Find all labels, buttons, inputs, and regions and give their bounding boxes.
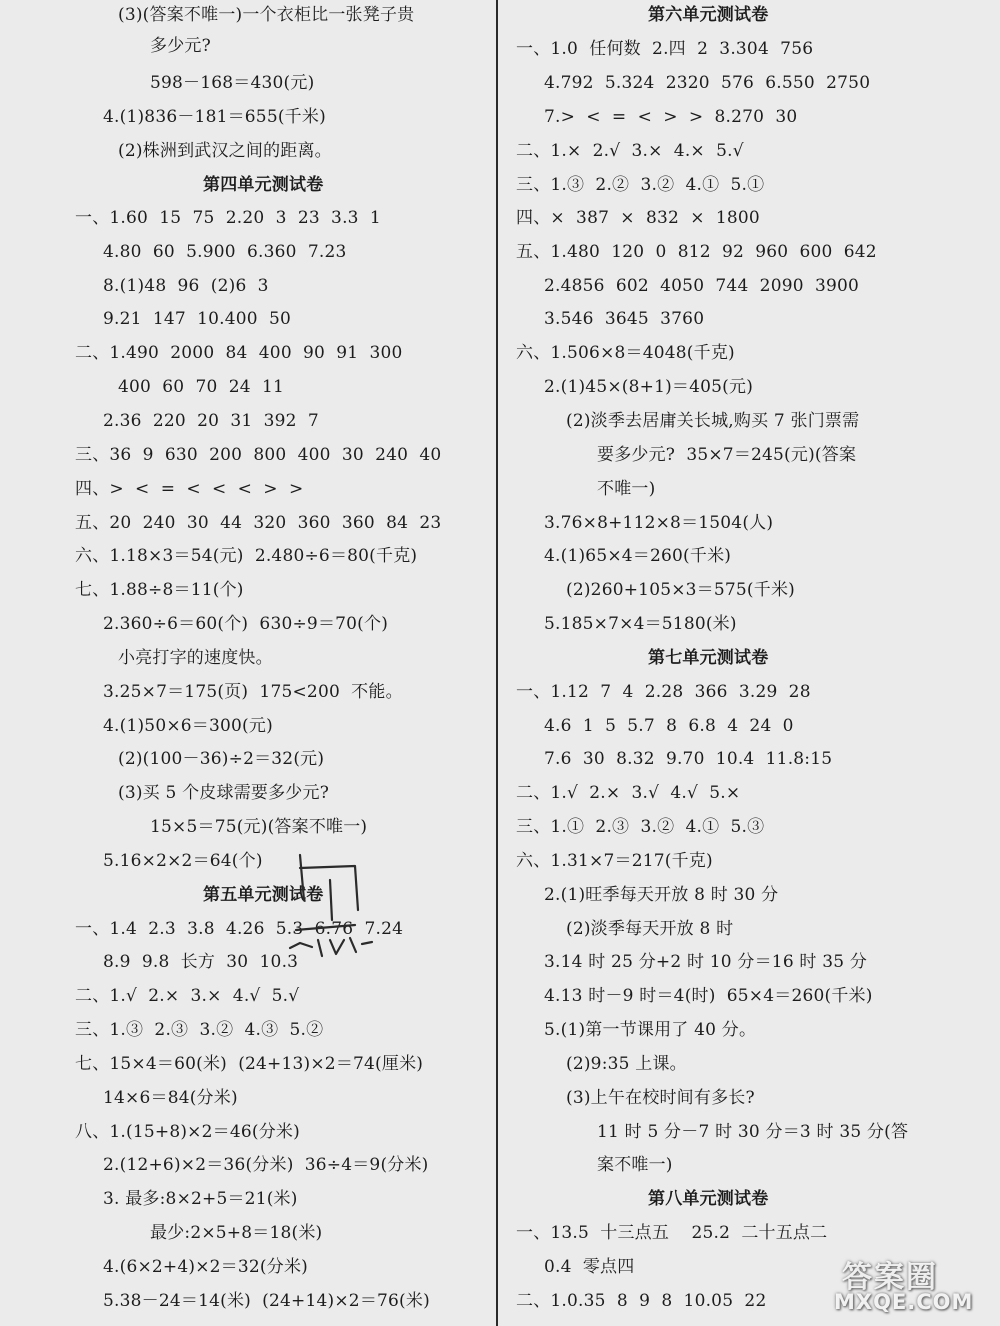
text-line: 四、> < = < < < > > xyxy=(75,479,304,499)
text-line: 三、36 9 630 200 800 400 30 240 40 xyxy=(75,445,442,465)
text-line: (2)(100－36)÷2＝32(元) xyxy=(118,749,325,769)
section-title: 第七单元测试卷 xyxy=(648,648,769,668)
site-watermark xyxy=(834,1252,994,1318)
text-line: 要多少元? 35×7＝245(元)(答案 xyxy=(597,445,857,465)
text-line: 二、1.√ 2.× 3.√ 4.√ 5.× xyxy=(516,783,741,803)
text-line: 案不唯一) xyxy=(597,1155,673,1175)
watermark-en: MXQE.COM xyxy=(834,1290,974,1314)
section-title: 第八单元测试卷 xyxy=(648,1189,769,1209)
watermark-cn: 答案圈 xyxy=(842,1260,938,1295)
text-line: 0.4 零点四 xyxy=(544,1257,635,1277)
text-line: 二、1.490 2000 84 400 90 91 300 xyxy=(75,343,403,363)
text-line: 5.185×7×4＝5180(米) xyxy=(544,614,737,634)
text-line: 4.13 时－9 时＝4(时) 65×4＝260(千米) xyxy=(544,986,873,1006)
text-line: 五、20 240 30 44 320 360 360 84 23 xyxy=(75,513,442,533)
section-title: 第六单元测试卷 xyxy=(648,5,769,25)
text-line: 4.(1)50×6＝300(元) xyxy=(103,716,273,736)
text-line: 2.36 220 20 31 392 7 xyxy=(103,411,319,431)
text-line: 六、1.18×3＝54(元) 2.480÷6＝80(千克) xyxy=(75,546,418,566)
text-line: 5.38－24＝14(米) (24+14)×2＝76(米) xyxy=(103,1291,430,1311)
text-line: 一、1.4 2.3 3.8 4.26 5.3 6.76 7.24 xyxy=(75,919,404,939)
text-line: 2.(1)45×(8+1)＝405(元) xyxy=(544,377,754,397)
text-line: 三、1.① 2.③ 3.② 4.① 5.③ xyxy=(516,817,765,837)
text-line: 五、1.480 120 0 812 92 960 600 642 xyxy=(516,242,877,262)
text-line: 二、1.0.35 8 9 8 10.05 22 xyxy=(516,1291,767,1311)
text-line: 不唯一) xyxy=(597,479,656,499)
text-line: 三、1.③ 2.③ 3.② 4.③ 5.② xyxy=(75,1020,324,1040)
text-line: 一、1.12 7 4 2.28 366 3.29 28 xyxy=(516,682,811,702)
text-line: 4.792 5.324 2320 576 6.550 2750 xyxy=(544,73,871,93)
text-line: (3)上午在校时间有多长? xyxy=(566,1088,755,1108)
text-line: 2.(1)旺季每天开放 8 时 30 分 xyxy=(544,885,779,905)
text-line: 2.(12+6)×2＝36(分米) 36÷4＝9(分米) xyxy=(103,1155,429,1175)
text-line: 4.80 60 5.900 6.360 7.23 xyxy=(103,242,347,262)
text-line: 5.16×2×2＝64(个) xyxy=(103,851,263,871)
text-line: 7.6 30 8.32 9.70 10.4 11.8:15 xyxy=(544,749,833,769)
text-line: 8.(1)48 96 (2)6 3 xyxy=(103,276,269,296)
text-line: 4.6 1 5 5.7 8 6.8 4 24 0 xyxy=(544,716,794,736)
text-line: 最少:2×5+8＝18(米) xyxy=(150,1223,323,1243)
section-title: 第五单元测试卷 xyxy=(203,885,324,905)
text-line: 3.546 3645 3760 xyxy=(544,309,705,329)
text-line: 4.(6×2+4)×2＝32(分米) xyxy=(103,1257,308,1277)
text-line: 六、1.31×7＝217(千克) xyxy=(516,851,713,871)
text-line: 3.25×7＝175(页) 175<200 不能。 xyxy=(103,682,403,702)
text-line: 4.(1)65×4＝260(千米) xyxy=(544,546,732,566)
text-line: 一、1.60 15 75 2.20 3 23 3.3 1 xyxy=(75,208,381,228)
text-line: 三、1.③ 2.② 3.② 4.① 5.① xyxy=(516,175,765,195)
text-line: 一、13.5 十三点五 25.2 二十五点二 xyxy=(516,1223,828,1243)
text-line: (2)淡季每天开放 8 时 xyxy=(566,919,734,939)
text-line: 二、1.√ 2.× 3.× 4.√ 5.√ xyxy=(75,986,300,1006)
text-line: (3)买 5 个皮球需要多少元? xyxy=(118,783,330,803)
text-line: 二、1.× 2.√ 3.× 4.× 5.√ xyxy=(516,141,744,161)
text-line: 2.360÷6＝60(个) 630÷9＝70(个) xyxy=(103,614,389,634)
text-line: 9.21 147 10.400 50 xyxy=(103,309,292,329)
text-line: 七、15×4＝60(米) (24+13)×2＝74(厘米) xyxy=(75,1054,424,1074)
text-line: 2.4856 602 4050 744 2090 3900 xyxy=(544,276,860,296)
text-line: (3)(答案不唯一)一个衣柜比一张凳子贵 xyxy=(118,5,415,25)
text-line: 5.(1)第一节课用了 40 分。 xyxy=(544,1020,757,1040)
text-line: 小亮打字的速度快。 xyxy=(118,648,273,668)
text-line: 598－168＝430(元) xyxy=(150,73,315,93)
text-line: 一、1.0 任何数 2.四 2 3.304 756 xyxy=(516,39,814,59)
text-line: 400 60 70 24 11 xyxy=(118,377,285,397)
text-line: 11 时 5 分－7 时 30 分＝3 时 35 分(答 xyxy=(597,1122,909,1142)
text-line: 八、1.(15+8)×2＝46(分米) xyxy=(75,1122,300,1142)
text-line: (2)淡季去居庸关长城,购买 7 张门票需 xyxy=(566,411,860,431)
text-line: 六、1.506×8＝4048(千克) xyxy=(516,343,735,363)
text-line: 7.> < = < > > 8.270 30 xyxy=(544,107,798,127)
text-line: (2)9:35 上课。 xyxy=(566,1054,687,1074)
text-line: 3.76×8+112×8＝1504(人) xyxy=(544,513,774,533)
text-line: (2)株洲到武汉之间的距离。 xyxy=(118,141,332,161)
text-line: 多少元? xyxy=(150,36,211,56)
section-title: 第四单元测试卷 xyxy=(203,175,324,195)
text-line: 15×5＝75(元)(答案不唯一) xyxy=(150,817,368,837)
text-line: 七、1.88÷8＝11(个) xyxy=(75,580,244,600)
text-line: (2)260+105×3＝575(千米) xyxy=(566,580,795,600)
text-line: 14×6＝84(分米) xyxy=(103,1088,238,1108)
text-line: 4.(1)836－181＝655(千米) xyxy=(103,107,326,127)
text-line: 8.9 9.8 长方 30 10.3 xyxy=(103,952,299,972)
text-line: 四、× 387 × 832 × 1800 xyxy=(516,208,760,228)
text-line: 3. 最多:8×2+5＝21(米) xyxy=(103,1189,298,1209)
text-line: 3.14 时 25 分+2 时 10 分＝16 时 35 分 xyxy=(544,952,868,972)
